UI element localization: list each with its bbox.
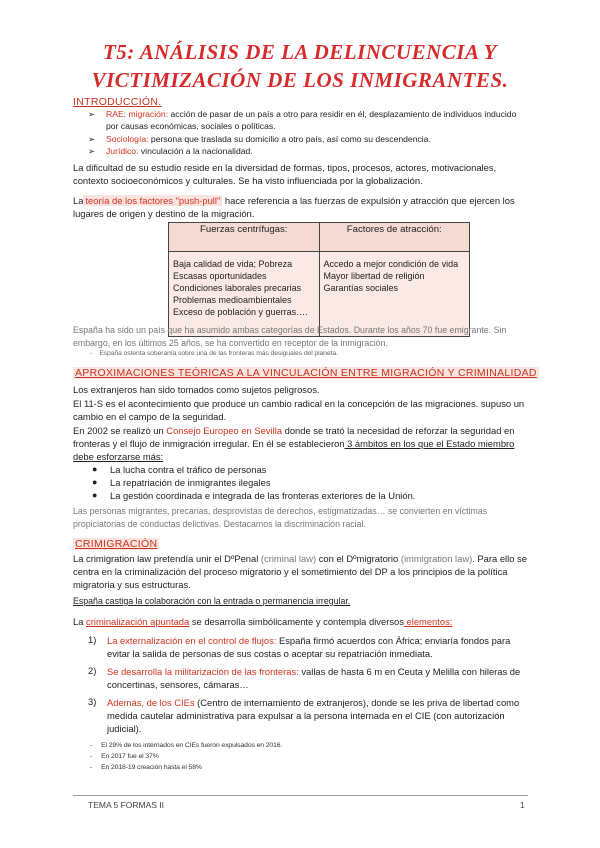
approaches-item-2: La repatriación de inmigrantes ilegales (110, 477, 271, 488)
bullet-dot-icon: ● (92, 464, 98, 474)
bullet-text: vinculación a la nacionalidad. (138, 146, 253, 156)
numbered-text: vallas de hasta 6 m en Ceuta y Melilla con hileras de concertinas, sensores, cámaras… (107, 666, 521, 690)
arrow-bullet-icon: ➢ (88, 146, 96, 156)
intro-bullet-juridico (88, 146, 528, 158)
spain-note: - España ostenta soberanía sobre una de las fronteras más desiguales del planeta. (90, 350, 338, 357)
line-part: se desarrolla simbólicamente y contempla diversos (189, 616, 404, 627)
line-part: La (73, 616, 87, 627)
crim-paragraph-1 (73, 552, 533, 591)
bullet-term: Sociología: (106, 134, 149, 144)
line-part: (immigration law) (400, 553, 473, 564)
table-item: Mayor libertad de religión (323, 271, 425, 281)
crim-numbered-3 (107, 696, 527, 735)
footer-divider (73, 795, 528, 796)
table-header-centrifugal: Fuerzas centrífugas: (169, 223, 320, 252)
crim-numbered-1 (107, 634, 527, 660)
intro-bullet-sociologia (88, 134, 528, 146)
bullet-text: persona que traslada su domicilio a otro país, así como su descendencia. (148, 134, 431, 144)
numbered-term: Además, de los CIEs (107, 697, 195, 708)
crim-note-3: - En 2018-19 creación hasta el 58% (90, 764, 202, 771)
numbered-marker: 3) (88, 696, 97, 707)
table-item: Accedo a mejor condición de vida (323, 259, 459, 269)
note-text: En 2018-19 creación hasta el 58% (101, 764, 202, 771)
note-text: El 29% de los internados en CIEs fueron expulsados en 2016. (101, 742, 283, 749)
note-text: En 2017 fue el 37% (101, 753, 159, 760)
crim-underlined-line: España castiga la colaboración con la entrada o permanencia irregular. (73, 596, 351, 606)
table-item: Condiciones laborales precarias (173, 283, 302, 293)
spain-note-text: España ostenta soberanía sobre una de las fronteras más desiguales del planeta. (99, 350, 338, 357)
elements-term: elementos: (403, 616, 453, 627)
crim-term: criminalización apuntada (86, 616, 190, 627)
numbered-marker: 1) (88, 634, 97, 645)
approaches-line-2: El 11-S es el acontecimiento que produce un cambio radical en la concepción de las migraciones. supuso un cambio en el campo de la seguridad. (73, 398, 525, 422)
line-part: con el Dºmigratorio (316, 553, 401, 564)
page-number: 1 (520, 800, 525, 810)
section-heading-intro: INTRODUCCIÓN. (73, 96, 162, 108)
line-part: (criminal law) (260, 553, 317, 564)
footer-title: TEMA 5 FORMAS II (88, 800, 165, 810)
bullet-dot-icon: ● (92, 477, 98, 487)
crim-note-2: - En 2017 fue el 37% (90, 753, 159, 760)
line-part: La crimigration law pretendía unir el DºPenal (73, 553, 261, 564)
table-item: Escasas oportunidades (173, 271, 267, 281)
numbered-term: La externalización en el control de flujos: (107, 635, 277, 646)
numbered-term: Se desarrolla la militarización de las fronteras: (107, 666, 299, 677)
approaches-item-3: La gestión coordinada e integrada de las fronteras exteriores de la Unión. (110, 490, 416, 501)
table-item: Garantías sociales (323, 283, 399, 293)
arrow-bullet-icon: ➢ (88, 109, 96, 119)
intro-bullet-rae (88, 109, 528, 132)
title-line-2: VICTIMIZACIÓN DE LOS INMIGRANTES. (91, 68, 509, 92)
approaches-line-1: Los extranjeros han sido tomados como sujetos peligrosos. (73, 384, 320, 395)
crim-note-1: - El 29% de los internados en CIEs fueron expulsados en 2016. (90, 742, 283, 749)
crim-numbered-2 (107, 665, 527, 691)
para-lead: La (73, 195, 84, 206)
bullet-dot-icon: ● (92, 490, 98, 500)
arrow-bullet-icon: ➢ (88, 134, 96, 144)
intro-paragraph-2 (73, 194, 533, 220)
forces-table (168, 222, 470, 337)
table-item: Problemas medioambientales (173, 295, 292, 305)
line-part: donde se trató la necesidad de reforzar la seguridad en fronteras y el flujo de inmigración irregular. En él se establecieron (73, 425, 515, 449)
para-rest: hace referencia a las fuerzas de expulsión y atracción que ejercen los lugares de origen y destino de la migración. (73, 195, 515, 219)
bullet-text: acción de pasar de un país a otro para residir en él, desplazamiento de individuos inducido por causas económicas, sociales o políticas. (106, 109, 517, 131)
crim-paragraph-2 (73, 615, 533, 628)
title-line-1: T5: ANÁLISIS DE LA DELINCUENCIA Y (102, 40, 497, 64)
approaches-gray-paragraph: Las personas migrantes, precarias, desprovistas de derechos, estigmatizadas… se convierten en víctimas propiciatorias de conductas delictivas. Destacamos la discriminación racial. (73, 506, 488, 529)
approaches-item-1: La lucha contra el tráfico de personas (110, 464, 267, 475)
sevilla-council-term: Consejo Europeo en Sevilla (166, 425, 282, 436)
section-heading-approaches (73, 367, 539, 379)
crim-heading-text: CRIMIGRACIÓN (75, 538, 158, 550)
push-pull-term: teoría de los factores "push-pull" (85, 195, 221, 206)
numbered-text: (Centro de internamiento de extranjeros), donde se les priva de libertad como medida cautelar administrativa para expulsar a la persona internada en el CIE (con autorización judicial). (107, 697, 520, 734)
spain-paragraph: España ha sido un país que ha asumido ambas categorías de Estados. Durante los años 70 fue emigrante. Sin embargo, en los últimos 25 años, se ha convertido en receptor de la inmigración. (73, 325, 507, 348)
approaches-line-3 (73, 424, 533, 463)
underlined-phrase: 3 ámbitos en los que el Estado miembro debe esforzarse más: (73, 438, 515, 462)
bullet-term: RAE: migración: (106, 109, 169, 119)
table-header-attraction: Factores de atracción: (319, 223, 470, 252)
intro-paragraph-1: La dificultad de su estudio reside en la diversidad de formas, tipos, procesos, actores, motivacionales, contexto socioeconómicos y culturales. Se ha visto influenciada por la globalización. (73, 162, 497, 186)
line-part: En 2002 se realizó un (73, 425, 167, 436)
numbered-text: España firmó acuerdos con África; enviaría fondos para evitar la salida de personas de sus costas o aceptar su repatriación inmediata. (107, 635, 511, 659)
table-item: Exceso de población y guerras…. (173, 307, 308, 317)
line-part: . Para ello se centra en la criminalización del proceso migratorio y el sometimiento del DP a los principios de la política migratoria y sus estructuras. (73, 553, 527, 590)
section-heading-crimigration (73, 538, 159, 550)
numbered-marker: 2) (88, 665, 97, 676)
bullet-term: Jurídico: (106, 146, 139, 156)
table-item: Baja calidad de vida; Pobreza (173, 259, 293, 269)
document-title (0, 38, 600, 94)
approaches-heading-text: APROXIMACIONES TEÓRICAS A LA VINCULACIÓN ENTRE MIGRACIÓN Y CRIMINALIDAD (75, 367, 537, 379)
